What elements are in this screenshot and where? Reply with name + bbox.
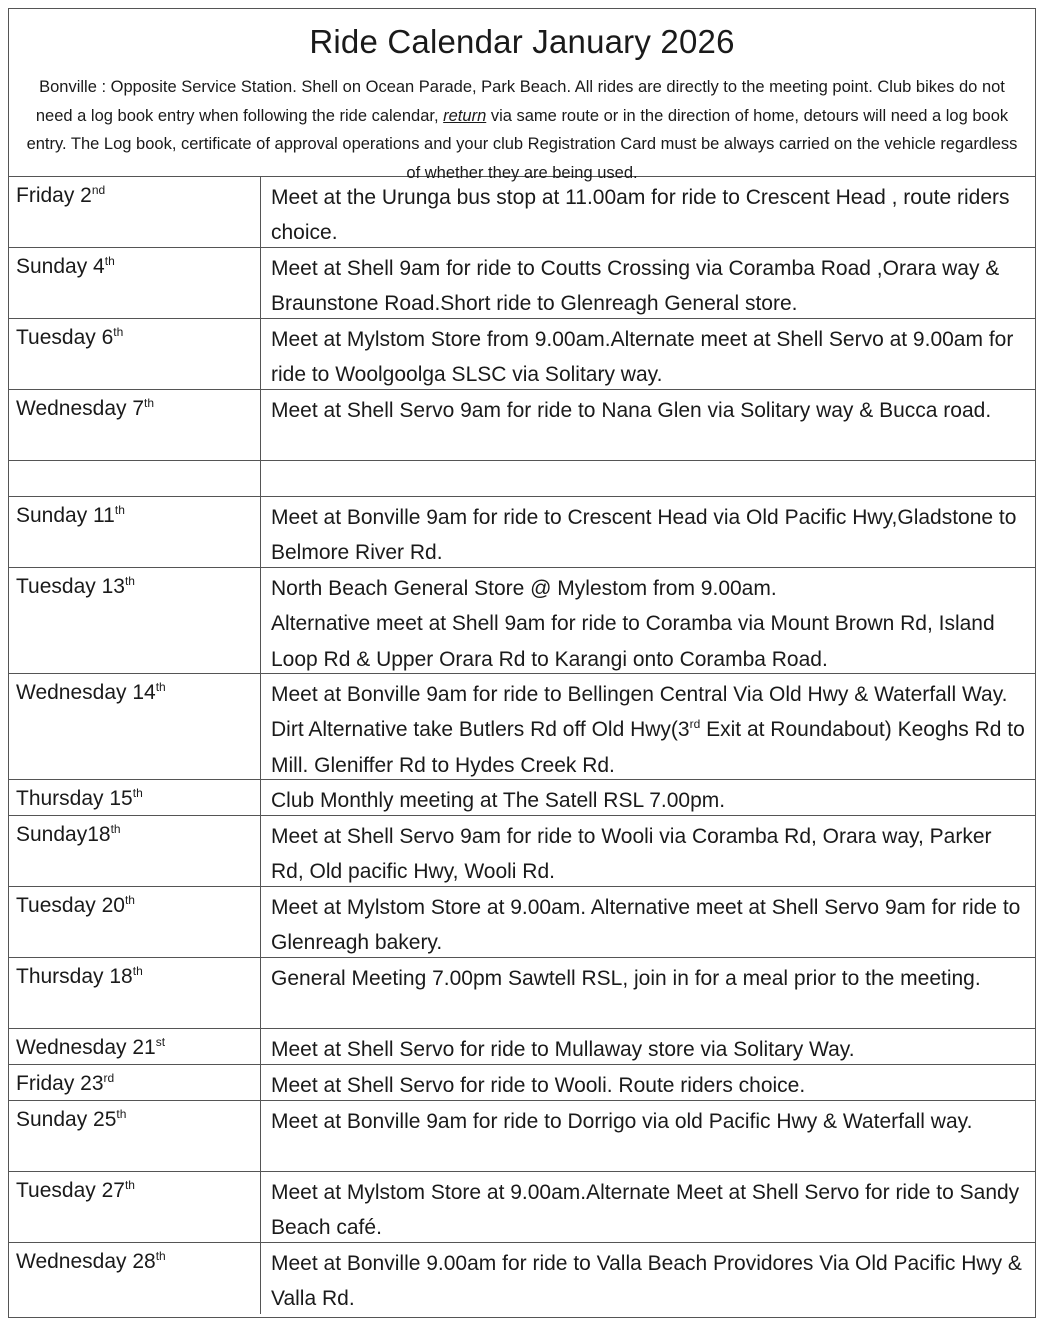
ride-calendar-sheet (8, 8, 1036, 1318)
ride-day (9, 177, 261, 247)
ride-description (261, 1243, 1035, 1314)
ride-row (9, 497, 1035, 568)
ride-day (9, 568, 261, 673)
ride-day (9, 780, 261, 815)
ride-description-text: North Beach General Store @ Mylestom from 9.00am. (271, 577, 777, 600)
ride-day (9, 887, 261, 957)
ride-day-text: Wednesday 7 (16, 397, 145, 420)
ride-row (9, 780, 1035, 816)
ride-day (9, 319, 261, 389)
ride-day-suffix: th (124, 893, 135, 907)
ride-day-suffix: th (132, 786, 143, 800)
ride-day (9, 1065, 261, 1100)
ride-table (9, 177, 1035, 1314)
ride-description-text: Meet at Shell 9am for ride to Coutts Crossing via Coramba Road ,Orara way & Braunstone Road.Short ride to Glenreagh General store. (271, 257, 1000, 316)
ride-description (261, 1172, 1035, 1242)
ride-day-suffix: th (114, 503, 125, 517)
ride-day-suffix: rd (103, 1071, 115, 1085)
ride-description-text: Meet at Mylstom Store at 9.00am.Alternate Meet at Shell Servo for ride to Sandy Beach café. (271, 1181, 1020, 1240)
ride-day (9, 1172, 261, 1242)
ride-row (9, 1243, 1035, 1314)
ride-day-suffix: th (144, 396, 155, 410)
ride-row (9, 816, 1035, 887)
ride-description (261, 319, 1035, 389)
ride-row (9, 1029, 1035, 1065)
ride-description (261, 674, 1035, 779)
ride-description (261, 568, 1035, 673)
ride-row (9, 461, 1035, 497)
ride-day-text: Sunday 11 (16, 504, 115, 527)
ride-day-text: Sunday18 (16, 823, 111, 846)
ride-description-alternative: Alternative meet at Shell 9am for ride to Coramba via Mount Brown Rd, Island Loop Rd & Upper Orara Rd to Karangi onto Coramba Road. (271, 612, 995, 671)
ride-description (261, 887, 1035, 957)
ride-day-suffix: th (132, 964, 143, 978)
ride-day-text: Thursday 18 (16, 965, 133, 988)
ride-day-suffix: th (124, 1178, 135, 1192)
ride-row (9, 674, 1035, 780)
intro-return-word: return (443, 106, 487, 125)
ride-day (9, 1243, 261, 1314)
ride-description (261, 497, 1035, 567)
ride-row (9, 1065, 1035, 1101)
ride-day-suffix: th (104, 254, 115, 268)
ride-day-suffix: nd (91, 183, 106, 197)
ride-description-text: Meet at Bonville 9.00am for ride to Valla Beach Providores Via Old Pacific Hwy & Valla Rd. (271, 1252, 1022, 1311)
ride-day (9, 390, 261, 460)
ride-day (9, 248, 261, 318)
ride-description (261, 248, 1035, 318)
ride-description-text: Meet at Shell Servo 9am for ride to Nana Glen via Solitary way & Bucca road. (271, 399, 992, 422)
ride-day-text: Wednesday 14 (16, 681, 156, 704)
ride-description-suffix: rd (689, 717, 701, 732)
ride-day-suffix: th (113, 325, 124, 339)
ride-day (9, 958, 261, 1028)
ride-day-text: Wednesday 28 (16, 1250, 156, 1273)
ride-description (261, 461, 1035, 496)
intro-notice (23, 73, 1021, 187)
ride-description (261, 177, 1035, 247)
page-title: Ride Calendar January 2026 (309, 23, 735, 60)
ride-description (261, 1065, 1035, 1100)
ride-day-text: Tuesday 6 (16, 326, 114, 349)
ride-description-text: Meet at Mylstom Store from 9.00am.Alternate meet at Shell Servo at 9.00am for ride to Woolgoolga SLSC via Solitary way. (271, 328, 1014, 387)
ride-day-text: Sunday 25 (16, 1108, 117, 1131)
ride-description-text: Meet at Shell Servo for ride to Wooli. Route riders choice. (271, 1074, 806, 1097)
ride-description (261, 958, 1035, 1028)
ride-day-text: Thursday 15 (16, 787, 133, 810)
ride-day-suffix: st (155, 1035, 166, 1049)
ride-day (9, 461, 261, 496)
ride-description-text: Meet at Shell Servo 9am for ride to Wooli via Coramba Rd, Orara way, Parker Rd, Old pacific Hwy, Wooli Rd. (271, 825, 992, 884)
ride-row (9, 319, 1035, 390)
ride-description (261, 816, 1035, 886)
ride-row (9, 390, 1035, 461)
ride-day-suffix: th (155, 680, 166, 694)
ride-day (9, 1029, 261, 1064)
ride-description-text: Meet at Mylstom Store at 9.00am. Alternative meet at Shell Servo 9am for ride to Glenreagh bakery. (271, 896, 1021, 955)
ride-description (261, 1101, 1035, 1171)
intro-text-start: Bonville : Opposite Service Station. Shell on Ocean Parade, Park Beach. All rides are directly to the meeting point. Club bikes do not need a log book entry when following the ride calendar, (35, 78, 1005, 125)
ride-day-text: Sunday 4 (16, 255, 105, 278)
ride-day-suffix: th (110, 822, 121, 836)
ride-day (9, 1101, 261, 1171)
ride-day-text: Friday 2 (16, 184, 92, 207)
ride-row (9, 887, 1035, 958)
ride-description-text: Meet at Bonville 9am for ride to Bellingen Central Via Old Hwy & Waterfall Way. Dirt Alternative take Butlers Rd off Old Hwy(3 (271, 683, 1008, 742)
ride-day (9, 497, 261, 567)
ride-description (261, 780, 1035, 815)
ride-row (9, 248, 1035, 319)
ride-row (9, 1172, 1035, 1243)
ride-description-text: Club Monthly meeting at The Satell RSL 7.00pm. (271, 789, 726, 812)
ride-description (261, 1029, 1035, 1064)
ride-description-text: Meet at Bonville 9am for ride to Crescent Head via Old Pacific Hwy,Gladstone to Belmore River Rd. (271, 506, 1017, 565)
ride-day-suffix: th (124, 574, 135, 588)
ride-day-text: Tuesday 13 (16, 575, 125, 598)
ride-description-text: Meet at the Urunga bus stop at 11.00am for ride to Crescent Head , route riders choice. (271, 186, 1010, 245)
ride-description-text: General Meeting 7.00pm Sawtell RSL, join in for a meal prior to the meeting. (271, 967, 981, 990)
ride-description-text: Meet at Bonville 9am for ride to Dorrigo via old Pacific Hwy & Waterfall way. (271, 1110, 973, 1133)
ride-row (9, 1101, 1035, 1172)
ride-day-text: Tuesday 20 (16, 894, 125, 917)
ride-description-text: Meet at Shell Servo for ride to Mullaway store via Solitary Way. (271, 1038, 855, 1061)
ride-row (9, 568, 1035, 674)
ride-day-text: Tuesday 27 (16, 1179, 125, 1202)
ride-day-suffix: th (116, 1107, 127, 1121)
ride-day-text: Wednesday 21 (16, 1036, 156, 1059)
ride-row (9, 177, 1035, 248)
ride-day (9, 674, 261, 779)
ride-day (9, 816, 261, 886)
ride-description (261, 390, 1035, 460)
intro-text-end: via same route or in the direction of home, detours will need a log book entry. The Log book, certificate of approval operations and your club Registration Card must be always carried on the vehicle regardless of whether they are being used. (26, 106, 1018, 182)
ride-day-text: Friday 23 (16, 1072, 104, 1095)
calendar-header (9, 9, 1035, 182)
ride-day-suffix: th (155, 1249, 166, 1263)
ride-row (9, 958, 1035, 1029)
ride-description-continued: Exit at Roundabout) Keoghs Rd to Mill. Gleniffer Rd to Hydes Creek Rd. (271, 718, 1025, 777)
